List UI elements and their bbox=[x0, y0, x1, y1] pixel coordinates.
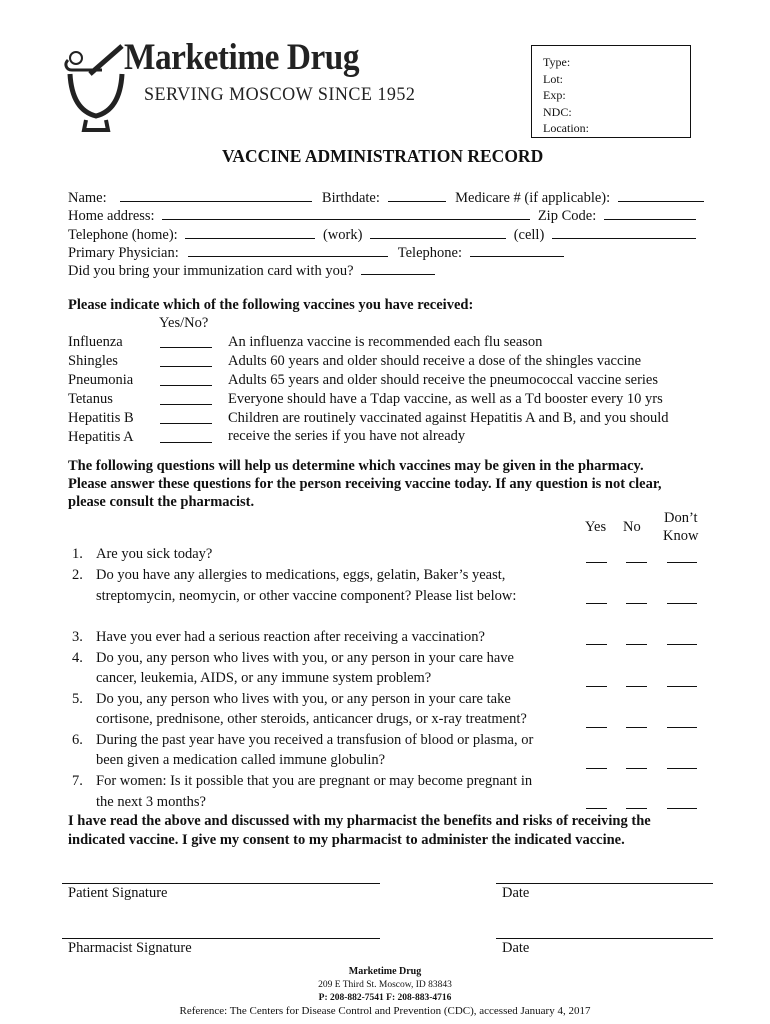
telephone-home-field[interactable] bbox=[185, 225, 315, 239]
footer-name: Marketime Drug bbox=[348, 966, 422, 977]
answer-no-blank[interactable] bbox=[626, 603, 647, 604]
physician-telephone-label: Telephone: bbox=[397, 245, 462, 261]
answer-dontknow-blank[interactable] bbox=[667, 727, 697, 728]
answer-dontknow-blank[interactable] bbox=[667, 686, 697, 687]
intro-line: please consult the pharmacist. bbox=[68, 494, 255, 510]
answer-dontknow-blank[interactable] bbox=[667, 768, 697, 769]
zip-field[interactable] bbox=[604, 206, 696, 220]
question-text: the next 3 months? bbox=[96, 794, 206, 810]
question-number: 7. bbox=[72, 773, 83, 789]
immunization-card-row bbox=[68, 261, 435, 280]
name-row bbox=[68, 188, 704, 207]
zip-label: Zip Code: bbox=[537, 208, 597, 224]
lot-info-box bbox=[531, 45, 691, 138]
intro-line: Please answer these questions for the person receiving vaccine today. If any question is not clear, bbox=[68, 476, 662, 492]
work-label: (work) bbox=[322, 227, 363, 243]
pharmacist-signature-line[interactable] bbox=[62, 938, 380, 939]
question-text: cancer, leukemia, AIDS, or any immune system problem? bbox=[96, 670, 432, 686]
col-yes: Yes bbox=[585, 519, 607, 535]
immunization-card-field[interactable] bbox=[361, 261, 435, 275]
question-text: Do you, any person who lives with you, or any person in your care have bbox=[96, 650, 514, 666]
telephone-home-label: Telephone (home): bbox=[68, 227, 178, 243]
question-number: 6. bbox=[72, 732, 83, 748]
patient-date-line[interactable] bbox=[496, 883, 713, 884]
answer-dontknow-blank[interactable] bbox=[667, 644, 697, 645]
telephone-work-field[interactable] bbox=[370, 225, 506, 239]
birthdate-field[interactable] bbox=[388, 188, 446, 202]
vaccine-note: Adults 65 years and older should receive the pneumococcal vaccine series bbox=[228, 372, 659, 388]
question-text: Do you, any person who lives with you, or any person in your care take bbox=[96, 691, 511, 707]
answer-yes-blank[interactable] bbox=[586, 603, 607, 604]
answer-no-blank[interactable] bbox=[626, 808, 647, 809]
yes-no-label: Yes/No? bbox=[159, 315, 209, 331]
consent-line: indicated vaccine. I give my consent to my pharmacist to administer the indicated vaccine. bbox=[68, 832, 625, 848]
vaccine-name: Pneumonia bbox=[68, 372, 134, 388]
vaccine-yesno-field[interactable] bbox=[160, 429, 212, 443]
page-title: VACCINE ADMINISTRATION RECORD bbox=[222, 146, 544, 166]
pharmacist-date-label: Date bbox=[502, 940, 530, 956]
consent-line: I have read the above and discussed with my pharmacist the benefits and risks of receiving the bbox=[68, 813, 651, 829]
pharmacist-signature-label: Pharmacist Signature bbox=[68, 940, 192, 956]
question-text: Have you ever had a serious reaction after receiving a vaccination? bbox=[96, 629, 485, 645]
answer-no-blank[interactable] bbox=[626, 562, 647, 563]
answer-yes-blank[interactable] bbox=[586, 644, 607, 645]
question-number: 1. bbox=[72, 546, 83, 562]
name-label: Name: bbox=[68, 190, 107, 206]
vaccine-note: receive the series if you have not already bbox=[228, 428, 466, 444]
vaccine-yesno-field[interactable] bbox=[160, 334, 212, 348]
home-address-label: Home address: bbox=[68, 208, 155, 224]
footer-reference: Reference: The Centers for Disease Control and Prevention (CDC), accessed January 4, 2017 bbox=[179, 1005, 591, 1017]
col-know: Know bbox=[663, 528, 699, 544]
telephone-row bbox=[68, 225, 696, 244]
question-text: cortisone, prednisone, other steroids, anticancer drugs, or x-ray treatment? bbox=[96, 711, 527, 727]
brand-name: Marketime Drug bbox=[124, 37, 360, 78]
patient-signature-label: Patient Signature bbox=[68, 885, 168, 901]
vaccine-name: Hepatitis A bbox=[68, 429, 134, 445]
question-text: been given a medication called immune globulin? bbox=[96, 752, 386, 768]
question-text: Are you sick today? bbox=[96, 546, 213, 562]
question-text: Do you have any allergies to medications, eggs, gelatin, Baker’s yeast, bbox=[96, 567, 506, 583]
lot-exp-label: Exp: bbox=[543, 88, 566, 102]
answer-yes-blank[interactable] bbox=[586, 562, 607, 563]
vaccine-note: Adults 60 years and older should receive a dose of the shingles vaccine bbox=[228, 353, 642, 369]
answer-yes-blank[interactable] bbox=[586, 808, 607, 809]
medicare-field[interactable] bbox=[618, 188, 704, 202]
col-dont: Don’t bbox=[664, 510, 698, 526]
question-text: For women: Is it possible that you are pregnant or may become pregnant in bbox=[96, 773, 533, 789]
mortar-pestle-icon bbox=[62, 40, 132, 136]
question-number: 3. bbox=[72, 629, 83, 645]
patient-signature-line[interactable] bbox=[62, 883, 380, 884]
answer-dontknow-blank[interactable] bbox=[667, 562, 697, 563]
brand-tagline: SERVING MOSCOW SINCE 1952 bbox=[144, 84, 416, 105]
answer-yes-blank[interactable] bbox=[586, 727, 607, 728]
vaccine-note: Everyone should have a Tdap vaccine, as well as a Td booster every 10 yrs bbox=[228, 391, 663, 407]
answer-no-blank[interactable] bbox=[626, 727, 647, 728]
vaccine-yesno-field[interactable] bbox=[160, 372, 212, 386]
vaccine-yesno-field[interactable] bbox=[160, 410, 212, 424]
question-number: 4. bbox=[72, 650, 83, 666]
cell-label: (cell) bbox=[513, 227, 545, 243]
vaccine-yesno-field[interactable] bbox=[160, 353, 212, 367]
answer-yes-blank[interactable] bbox=[586, 768, 607, 769]
immunization-card-label: Did you bring your immunization card with you? bbox=[68, 263, 354, 279]
answer-no-blank[interactable] bbox=[626, 768, 647, 769]
col-no: No bbox=[623, 519, 641, 535]
medicare-label: Medicare # (if applicable): bbox=[455, 190, 611, 206]
vaccine-note: An influenza vaccine is recommended each flu season bbox=[228, 334, 543, 350]
intro-line: The following questions will help us determine which vaccines may be given in the pharmacy. bbox=[68, 458, 644, 474]
vaccines-heading: Please indicate which of the following vaccines you have received: bbox=[68, 297, 474, 313]
lot-ndc-label: NDC: bbox=[543, 104, 572, 119]
home-address-field[interactable] bbox=[162, 206, 530, 220]
physician-telephone-field[interactable] bbox=[470, 243, 564, 257]
address-row bbox=[68, 206, 696, 225]
vaccine-name: Hepatitis B bbox=[68, 410, 134, 426]
name-field[interactable] bbox=[120, 188, 312, 202]
question-text: During the past year have you received a transfusion of blood or plasma, or bbox=[96, 732, 534, 748]
birthdate-label: Birthdate: bbox=[321, 190, 380, 206]
vaccine-name: Tetanus bbox=[68, 391, 113, 407]
footer-phone: P: 208-882-7541 F: 208-883-4716 bbox=[318, 993, 452, 1003]
physician-field[interactable] bbox=[188, 243, 388, 257]
answer-no-blank[interactable] bbox=[626, 686, 647, 687]
answer-yes-blank[interactable] bbox=[586, 686, 607, 687]
footer-address: 209 E Third St. Moscow, ID 83843 bbox=[318, 980, 452, 990]
answer-dontknow-blank[interactable] bbox=[667, 603, 697, 604]
physician-label: Primary Physician: bbox=[68, 245, 179, 261]
vaccine-name: Influenza bbox=[68, 334, 123, 350]
patient-date-label: Date bbox=[502, 885, 530, 901]
lot-type-label: Type: bbox=[543, 55, 571, 69]
question-number: 5. bbox=[72, 691, 83, 707]
telephone-cell-field[interactable] bbox=[552, 225, 696, 239]
question-number: 2. bbox=[72, 567, 83, 583]
vaccine-name: Shingles bbox=[68, 353, 118, 369]
lot-lot-label: Lot: bbox=[543, 71, 563, 86]
lot-location-label: Location: bbox=[543, 121, 589, 135]
vaccine-note: Children are routinely vaccinated against Hepatitis A and B, and you should bbox=[228, 410, 669, 426]
physician-row bbox=[68, 243, 564, 262]
question-text: streptomycin, neomycin, or other vaccine component? Please list below: bbox=[96, 588, 517, 604]
answer-no-blank[interactable] bbox=[626, 644, 647, 645]
pharmacist-date-line[interactable] bbox=[496, 938, 713, 939]
vaccine-yesno-field[interactable] bbox=[160, 391, 212, 405]
answer-dontknow-blank[interactable] bbox=[667, 808, 697, 809]
